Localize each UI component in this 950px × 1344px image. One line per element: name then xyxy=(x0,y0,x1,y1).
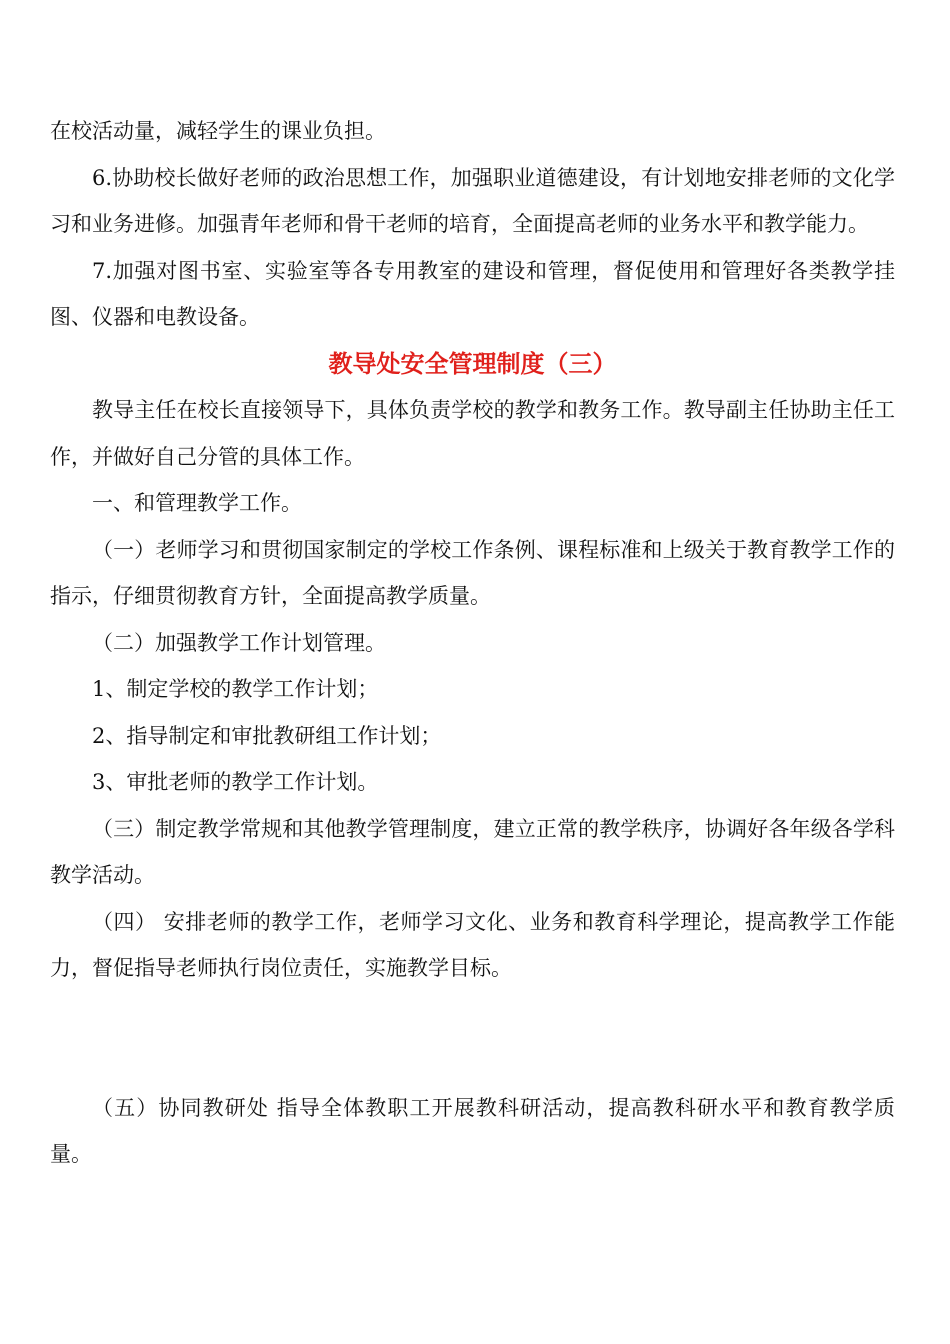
paragraph-sub-2: （二）加强教学工作计划管理。 xyxy=(92,630,386,655)
paragraph-item-6: 6.协助校长做好老师的政治思想工作，加强职业道德建设，有计划地安排老师的文化学习和业务进修。加强青年老师和骨干老师的培育，全面提高老师的业务水平和教学能力。 xyxy=(50,165,895,236)
paragraph-heading-1: 一、和管理教学工作。 xyxy=(92,491,302,515)
paragraph-sub-1: （一）老师学习和贯彻国家制定的学校工作条例、课程标准和上级关于教育教学工作的指示，仔细贯彻教育方针，全面提高教学质量。 xyxy=(50,537,895,608)
paragraph-intro: 教导主任在校长直接领导下，具体负责学校的教学和教务工作。教导副主任协助主任工作，并做好自己分管的具体工作。 xyxy=(50,398,895,469)
blank-gap xyxy=(50,992,895,1085)
paragraph-list-2: 2、指导制定和审批教研组工作计划； xyxy=(92,723,442,748)
paragraph-item-7: 7.加强对图书室、实验室等各专用教室的建设和管理，督促使用和管理好各类教学挂图、仪器和电教设备。 xyxy=(50,258,895,329)
paragraph-sub-4: （四） 安排老师的教学工作，老师学习文化、业务和教育科学理论，提高教学工作能力，督促指导老师执行岗位责任，实施教学目标。 xyxy=(50,909,895,980)
paragraph-list-1: 1、制定学校的教学工作计划； xyxy=(92,677,379,701)
paragraph-sub-5: （五）协同教研处 指导全体教职工开展教科研活动，提高教科研水平和教育教学质量。 xyxy=(50,1095,895,1166)
paragraph-sub-3: （三）制定教学常规和其他教学管理制度，建立正常的教学秩序，协调好各年级各学科教学活动。 xyxy=(50,816,895,887)
document-page xyxy=(50,108,895,1178)
paragraph-list-3: 3、审批老师的教学工作计划。 xyxy=(92,770,379,794)
paragraph-continuation: 在校活动量，减轻学生的课业负担。 xyxy=(50,119,386,143)
section-title: 教导处安全管理制度（三） xyxy=(328,348,617,378)
